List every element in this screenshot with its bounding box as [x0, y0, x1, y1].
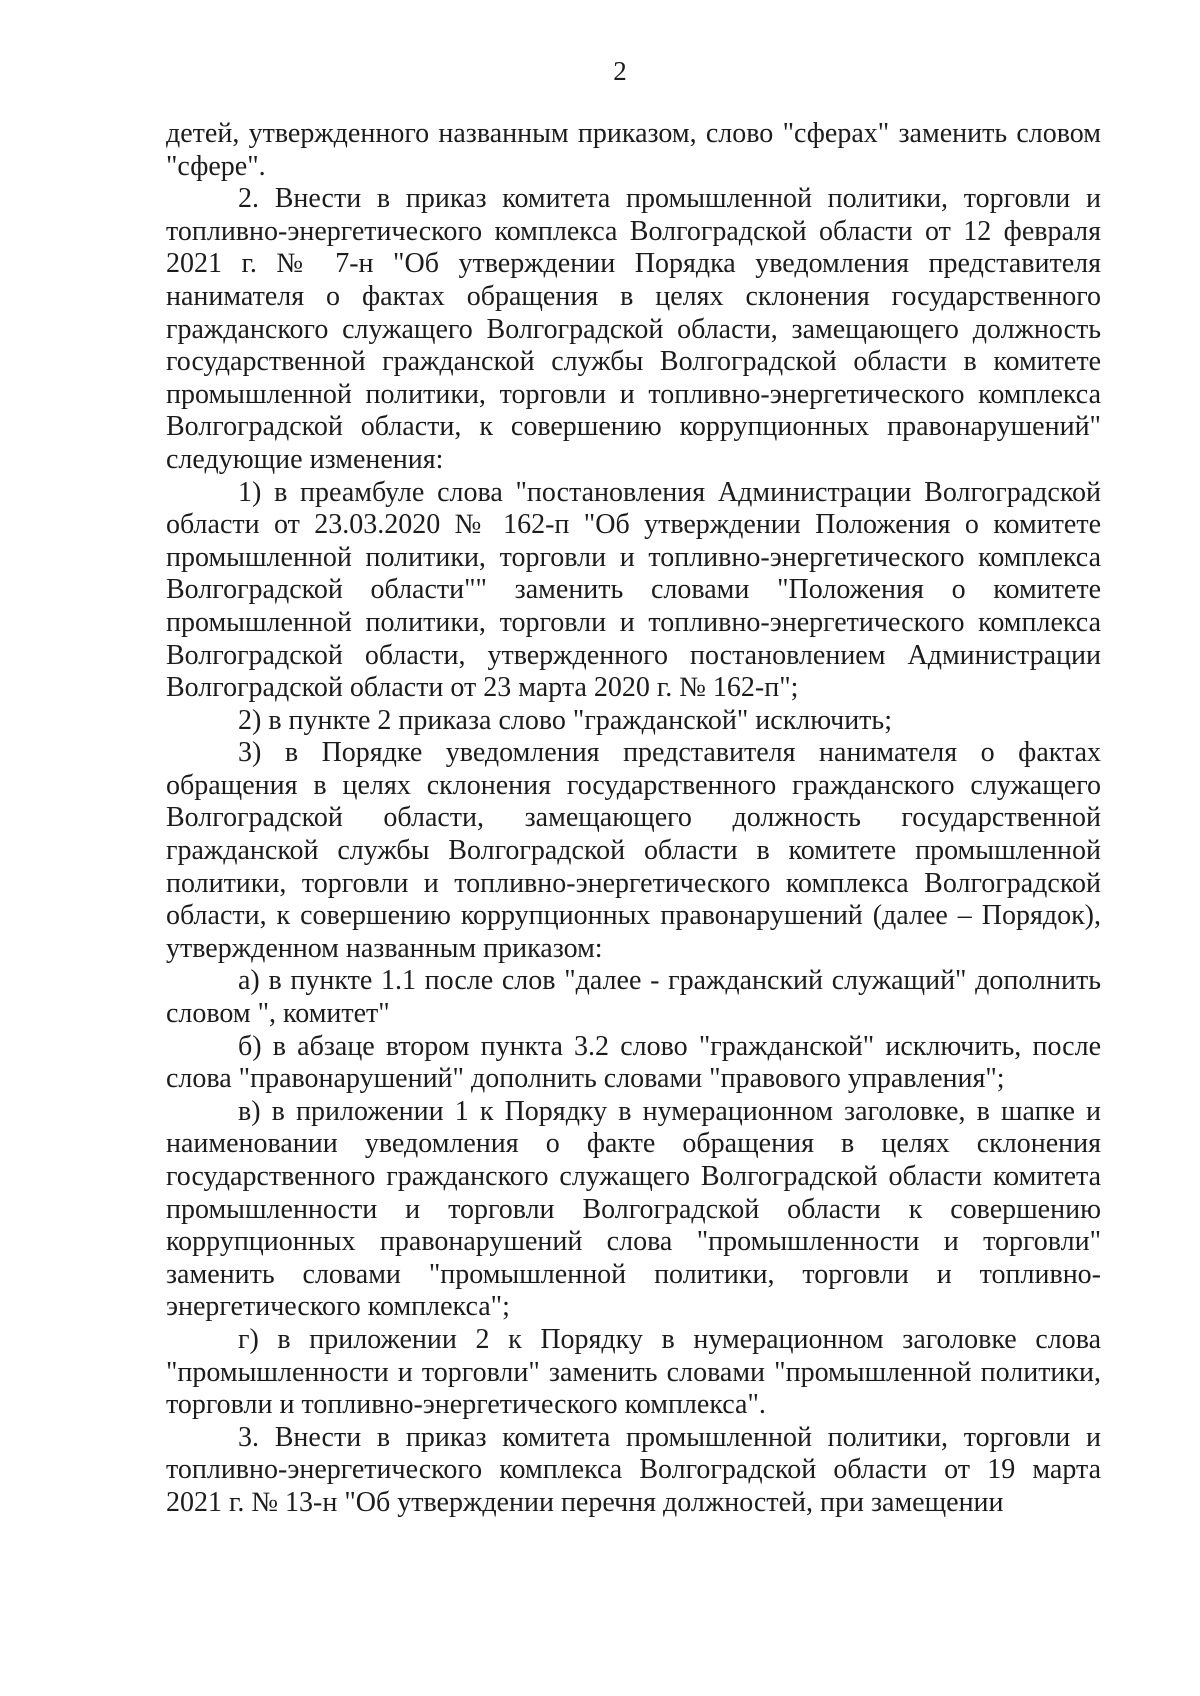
paragraph-continuation: детей, утвержденного названным приказом, слово "сферах" заменить словом "сфере".: [166, 118, 1101, 182]
paragraph-item-2: 2. Внести в приказ комитета промышленной политики, торговли и топливно-энергетического комплекса Волгоградской области от 12 февраля 2021 г. № 7-н "Об утверждении Порядка уведомления представителя нанимателя о фактах обращения в целях склонения государственного гражданского служащего Волгоградской области, замещающего должность государственной гражданской службы Волгоградской области в комитете промышленной политики, торговли и топливно-энергетического комплекса Волгоградской области, к совершению коррупционных правонарушений" следующие изменения:: [166, 183, 1101, 475]
page-number: 2: [613, 56, 627, 86]
paragraph-subitem-1: 1) в преамбуле слова "постановления Администрации Волгоградской области от 23.03.2020 № 162-п "Об утверждении Положения о комитете промышленной политики, торговли и топливно-энергетического комплекса Волгоградской области"" заменить словами "Положения о комитете промышленной политики, торговли и топливно-энергетического комплекса Волгоградской области, утвержденного постановлением Администрации Волгоградской области от 23 марта 2020 г. № 162-п";: [166, 476, 1101, 704]
paragraph-subitem-3: 3) в Порядке уведомления представителя нанимателя о фактах обращения в целях склонения государственного гражданского служащего Волгоградской области, замещающего должность государственной гражданской службы Волгоградской области в комитете промышленной политики, торговли и топливно-энергетического комплекса Волгоградской области, к совершению коррупционных правонарушений (далее – Порядок), утвержденном названным приказом:: [166, 737, 1101, 964]
paragraph-subitem-b: б) в абзаце втором пункта 3.2 слово "гражданской" исключить, после слова "правонарушений" дополнить словами "правового управления";: [166, 1030, 1101, 1095]
paragraph-subitem-g: г) в приложении 2 к Порядку в нумерационном заголовке слова "промышленности и торговли" заменить словами "промышленной политики, торговли и топливно-энергетического комплекса".: [166, 1323, 1101, 1421]
paragraph-subitem-a: а) в пункте 1.1 после слов "далее - гражданский служащий" дополнить словом ", комитет": [166, 965, 1101, 1030]
paragraph-subitem-2: 2) в пункте 2 приказа слово "гражданской" исключить;: [238, 704, 892, 736]
paragraph-subitem-v: в) в приложении 1 к Порядку в нумерационном заголовке, в шапке и наименовании уведомления о факте обращения в целях склонения государственного гражданского служащего Волгоградской области комитета промышленности и торговли Волгоградской области к совершению коррупционных правонарушений слова "промышленности и торговли" заменить словами "промышленной политики, торговли и топливно-энергетического комплекса";: [166, 1095, 1101, 1323]
paragraph-item-3: 3. Внести в приказ комитета промышленной политики, торговли и топливно-энергетического комплекса Волгоградской области от 19 марта 2021 г. № 13-н "Об утверждении перечня должностей, при замещении: [166, 1421, 1101, 1518]
document-body: [166, 118, 1101, 1520]
